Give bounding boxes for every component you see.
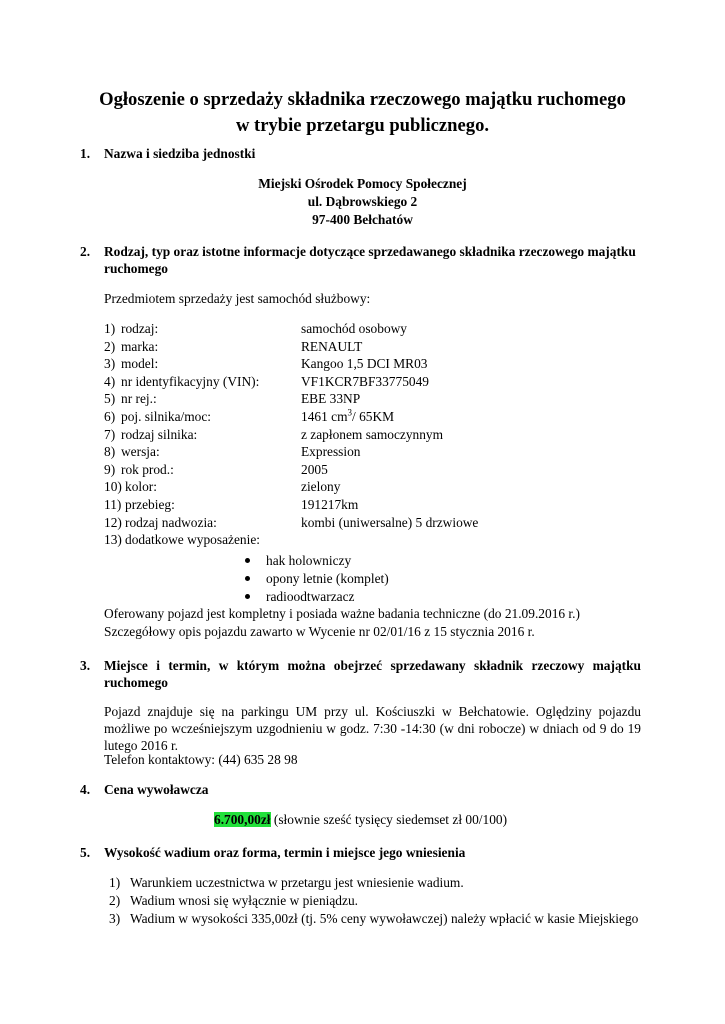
spec-number: 2) [104,338,116,354]
section-5-heading: Wysokość wadium oraz forma, termin i miejsce jego wniesienia [104,845,466,860]
spec-value [301,320,407,337]
spec-value-text: Expression [301,444,361,460]
spec-value [301,408,394,425]
spec-label: przebieg: [125,497,175,512]
spec-number: 8) [104,444,116,460]
spec-value-text: 191217km [301,497,359,512]
spec-value-text: zielony [301,479,341,495]
spec-number: 3) [104,356,116,372]
vehicle-intro: Przedmiotem sprzedaży jest samochód służbowy: [104,291,371,306]
section-2-heading-line-1: Rodzaj, typ oraz istotne informacje dotyczące sprzedawanego składnika rzeczowego majątku [104,244,636,259]
spec-label: dodatkowe wyposażenie: [125,532,260,548]
institution-city: 97-400 Bełchatów [312,212,413,227]
bullet-icon [245,558,250,563]
bullet-icon [245,576,250,581]
spec-number: 1) [104,321,116,336]
document-title-line-2: w trybie przetargu publicznego. [235,115,490,136]
spec-label: model: [121,356,159,372]
starting-price: 6.700,00zł [214,812,271,827]
section-3-heading-line-1: Miejsce i termin, w którym można obejrzeć sprzedawany składnik rzeczowy majątku [104,658,641,673]
spec-number: 5) [104,391,116,407]
deposit-rule-text: Wadium wnosi się wyłącznie w pieniądzu. [130,893,358,908]
section-1-number: 1. [80,146,91,161]
spec-value-text: RENAULT [301,338,363,354]
spec-value-superscript: 3 [347,407,352,418]
spec-number: 4) [104,373,116,389]
bullet-icon [245,594,250,599]
spec-number: 10) [104,479,122,495]
spec-label: wersja: [121,444,160,460]
spec-number: 7) [104,426,116,442]
contact-phone: Telefon kontaktowy: (44) 635 28 98 [104,752,298,767]
vehicle-note-valuation: Szczegółowy opis pojazdu zawarto w Wycenie nr 02/01/16 z 15 stycznia 2016 r. [104,624,535,639]
spec-label: nr rej.: [121,391,157,407]
spec-label: poj. silnika/moc: [121,409,212,424]
spec-value-text: VF1KCR7BF33775049 [301,373,429,389]
deposit-rule-text: Wadium w wysokości 335,00zł (tj. 5% ceny wywoławczej) należy wpłacić w kasie Miejskiego [130,911,639,926]
deposit-rule-number: 1) [109,875,121,890]
deposit-rule-number: 2) [109,893,121,908]
spec-value-text: z zapłonem samoczynnym [301,426,444,442]
section-4-number: 4. [80,782,91,797]
spec-number: 9) [104,461,116,477]
spec-label: rodzaj silnika: [121,426,198,442]
spec-value [301,338,362,355]
spec-value [301,461,328,478]
spec-label: kolor: [125,479,157,495]
spec-number: 6) [104,409,116,424]
spec-value-text: kombi (uniwersalne) 5 drzwiowe [301,514,479,530]
spec-value [301,426,443,443]
starting-price-words: (słownie sześć tysięcy siedemset zł 00/100) [270,812,508,827]
spec-number: 13) [104,532,122,548]
spec-value [301,443,361,460]
equipment-item: opony letnie (komplet) [266,571,389,586]
equipment-item: radioodtwarzacz [266,589,355,604]
document-title-line-1: Ogłoszenie o sprzedaży składnika rzeczowego majątku ruchomego [99,89,626,110]
spec-number: 11) [104,497,122,512]
starting-price-line [214,811,507,828]
deposit-rule-text: Warunkiem uczestnictwa w przetargu jest wniesienie wadium. [130,875,464,890]
section-2-number: 2. [80,244,91,259]
spec-value [301,514,478,531]
spec-value [301,496,358,513]
spec-value-text: samochód osobowy [301,321,408,336]
section-3-number: 3. [80,658,91,673]
spec-value [301,478,340,495]
spec-value-text: 2005 [301,461,328,477]
section-4-heading: Cena wywoławcza [104,782,209,797]
spec-label: rodzaj: [121,321,159,336]
deposit-rule-number: 3) [109,911,121,926]
section-3-body: Pojazd znajduje się na parkingu UM przy ul. Kościuszki w Bełchatowie. Oględziny pojazdu możliwe po wcześniejszym uzgodnieniu w godz. 7:30 -14:30 (w dni robocze) w dniach od 9 do 19 lutego 2016 r. [104,704,641,753]
vehicle-note-inspection: Oferowany pojazd jest kompletny i posiada ważne badania techniczne (do 21.09.2016 r.) [104,606,580,621]
institution-street: ul. Dąbrowskiego 2 [307,194,418,209]
section-2-heading-line-2: ruchomego [104,261,168,276]
equipment-item: hak holowniczy [266,553,352,568]
spec-label: rok prod.: [121,461,174,477]
spec-label: rodzaj nadwozia: [125,514,217,530]
section-3-heading-line-2: ruchomego [104,675,168,690]
spec-value-text: 1461 cm [301,409,348,424]
institution-name: Miejski Ośrodek Pomocy Społecznej [258,176,467,191]
spec-number: 12) [104,514,122,530]
spec-label: marka: [121,338,159,354]
spec-value-text: Kangoo 1,5 DCI MR03 [301,356,428,372]
spec-label: nr identyfikacyjny (VIN): [121,373,260,389]
section-1-heading: Nazwa i siedziba jednostki [104,146,256,161]
spec-value-text: EBE 33NP [301,391,361,407]
spec-value [301,390,360,407]
spec-value-suffix: / 65KM [352,409,395,424]
section-5-number: 5. [80,845,91,860]
spec-value [301,373,429,390]
spec-value [301,355,427,372]
